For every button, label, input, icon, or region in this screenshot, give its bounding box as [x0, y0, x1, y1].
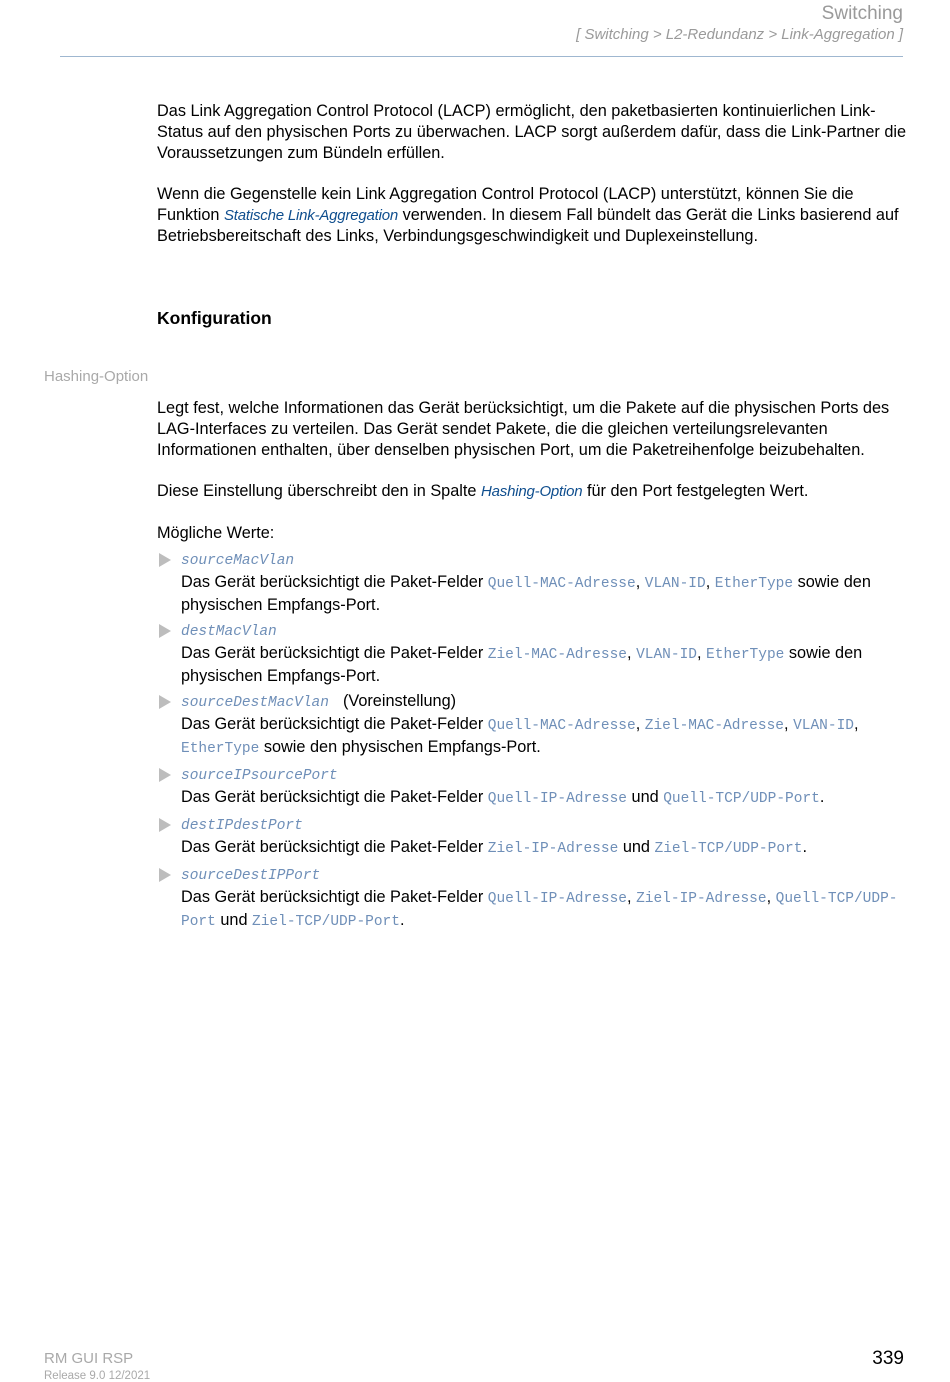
field-name: Ziel-MAC-Adresse [644, 718, 784, 734]
override-block [157, 481, 909, 502]
separator: , [696, 644, 707, 662]
list-item [157, 620, 909, 687]
field-name: EtherType [714, 576, 794, 592]
field-name: Quell-MAC-Adresse [487, 576, 636, 592]
intro-text-b: verwenden. In diesem Fall bündelt das Gerät die Links basierend auf Betriebsbereitschaft des Links, Verbindungsgeschwindigkeit und Duplexeinstellung. [157, 206, 899, 245]
conjunction: und [627, 788, 664, 806]
page-number: 339 [872, 1348, 904, 1369]
breadcrumb: [ Switching > L2-Redundanz > Link-Aggregation ] [576, 26, 903, 43]
separator: , [853, 715, 859, 733]
field-name: Ziel-TCP/UDP-Port [654, 841, 803, 857]
field-name: Quell-IP-Adresse [487, 791, 627, 807]
period: . [819, 788, 825, 806]
triangle-bullet-icon [159, 624, 171, 638]
intro-paragraph-1: Das Link Aggregation Control Protocol (LACP) ermöglicht, den paketbasierten kontinuierlichen Link-Status auf den physischen Ports zu überwachen. LACP sorgt außerdem dafür, dass die Link-Partner die Voraussetzungen zum Bündeln erfüllen. [157, 102, 907, 162]
field-name: Quell-TCP/UDP-Port [181, 891, 898, 930]
values-label-block [157, 523, 909, 544]
value-desc-prefix: Das Gerät berücksichtigt die Paket-Felder [181, 788, 488, 806]
intro-text-a: Wenn die Gegenstelle kein Link Aggregation Control Protocol (LACP) unterstützt, können Sie die Funktion [157, 185, 854, 224]
separator: , [766, 888, 776, 906]
default-note: (Voreinstellung) [342, 692, 457, 710]
header-divider [60, 56, 903, 57]
triangle-bullet-icon [159, 553, 171, 567]
list-item [157, 764, 909, 810]
separator: , [627, 888, 637, 906]
override-text [157, 481, 909, 502]
value-name: destMacVlan [181, 624, 277, 640]
field-name: EtherType [706, 647, 785, 663]
triangle-bullet-icon [159, 868, 171, 882]
list-item [157, 549, 909, 616]
field-name: Quell-TCP/UDP-Port [663, 791, 820, 807]
value-name: sourceDestMacVlan [181, 695, 329, 711]
field-name: Ziel-TCP/UDP-Port [252, 914, 400, 930]
value-desc-prefix: Das Gerät berücksichtigt die Paket-Felder [181, 838, 488, 856]
field-name: Quell-MAC-Adresse [487, 718, 636, 734]
period: . [399, 911, 405, 929]
footer-doc-title: RM GUI RSP [44, 1350, 134, 1367]
value-desc-prefix: Das Gerät berücksichtigt die Paket-Felder [181, 573, 488, 591]
separator: , [635, 573, 645, 591]
static-lag-link[interactable]: Statische Link-Aggregation [223, 207, 399, 224]
intro-paragraph-2 [157, 184, 909, 247]
field-name: Quell-IP-Adresse [487, 891, 627, 907]
override-text-b: für den Port festgelegten Wert. [582, 482, 809, 500]
separator: , [705, 573, 715, 591]
value-name: destIPdestPort [181, 818, 303, 834]
value-name: sourceIPsourcePort [181, 768, 338, 784]
field-name: VLAN-ID [793, 718, 854, 734]
value-desc-prefix: Das Gerät berücksichtigt die Paket-Felder [181, 715, 488, 733]
triangle-bullet-icon [159, 818, 171, 832]
separator: , [627, 644, 637, 662]
field-name: VLAN-ID [644, 576, 706, 592]
period: . [802, 838, 807, 856]
list-item [157, 691, 909, 760]
footer-release: Release 9.0 12/2021 [44, 1370, 151, 1382]
value-desc-prefix: Das Gerät berücksichtigt die Paket-Felder [181, 644, 488, 662]
intro-block-2 [157, 184, 909, 247]
conjunction: und [215, 911, 253, 929]
field-name: EtherType [181, 741, 260, 757]
side-label: Hashing-Option [44, 368, 149, 385]
intro-block [157, 101, 909, 164]
section-heading: Konfiguration [157, 308, 272, 328]
header-title: Switching [821, 3, 903, 24]
field-name: VLAN-ID [636, 647, 697, 663]
field-name: Ziel-IP-Adresse [487, 841, 619, 857]
field-name: Ziel-MAC-Adresse [487, 647, 627, 663]
override-text-a: Diese Einstellung überschreibt den in Spalte [157, 482, 482, 500]
field-name: Ziel-IP-Adresse [636, 891, 767, 907]
value-desc-suffix: sowie den physischen Empfangs-Port. [181, 573, 871, 614]
hashing-desc-text: Legt fest, welche Informationen das Gerät berücksichtigt, um die Pakete auf die physischen Ports des LAG-Interfaces zu verteilen. Das Gerät sendet Pakete, die die gleichen verteilungsrelevanten Informationen enthalten, über denselben physischen Port, um die Paketreihenfolge beizubehalten. [157, 399, 890, 459]
separator: , [635, 715, 645, 733]
separator: , [784, 715, 794, 733]
value-desc-prefix: Das Gerät berücksichtigt die Paket-Felder [181, 888, 488, 906]
list-item [157, 814, 909, 860]
values-label: Mögliche Werte: [157, 524, 275, 542]
value-name: sourceMacVlan [181, 553, 295, 569]
value-desc-suffix: sowie den physischen Empfangs-Port. [259, 738, 541, 756]
value-name: sourceDestIPPort [181, 868, 321, 884]
list-item [157, 864, 909, 933]
hashing-option-link[interactable]: Hashing-Option [481, 483, 583, 500]
hashing-description [157, 398, 909, 461]
conjunction: und [618, 838, 655, 856]
triangle-bullet-icon [159, 768, 171, 782]
values-list [157, 549, 909, 937]
value-desc-suffix: sowie den physischen Empfangs-Port. [181, 644, 863, 685]
triangle-bullet-icon [159, 695, 171, 709]
